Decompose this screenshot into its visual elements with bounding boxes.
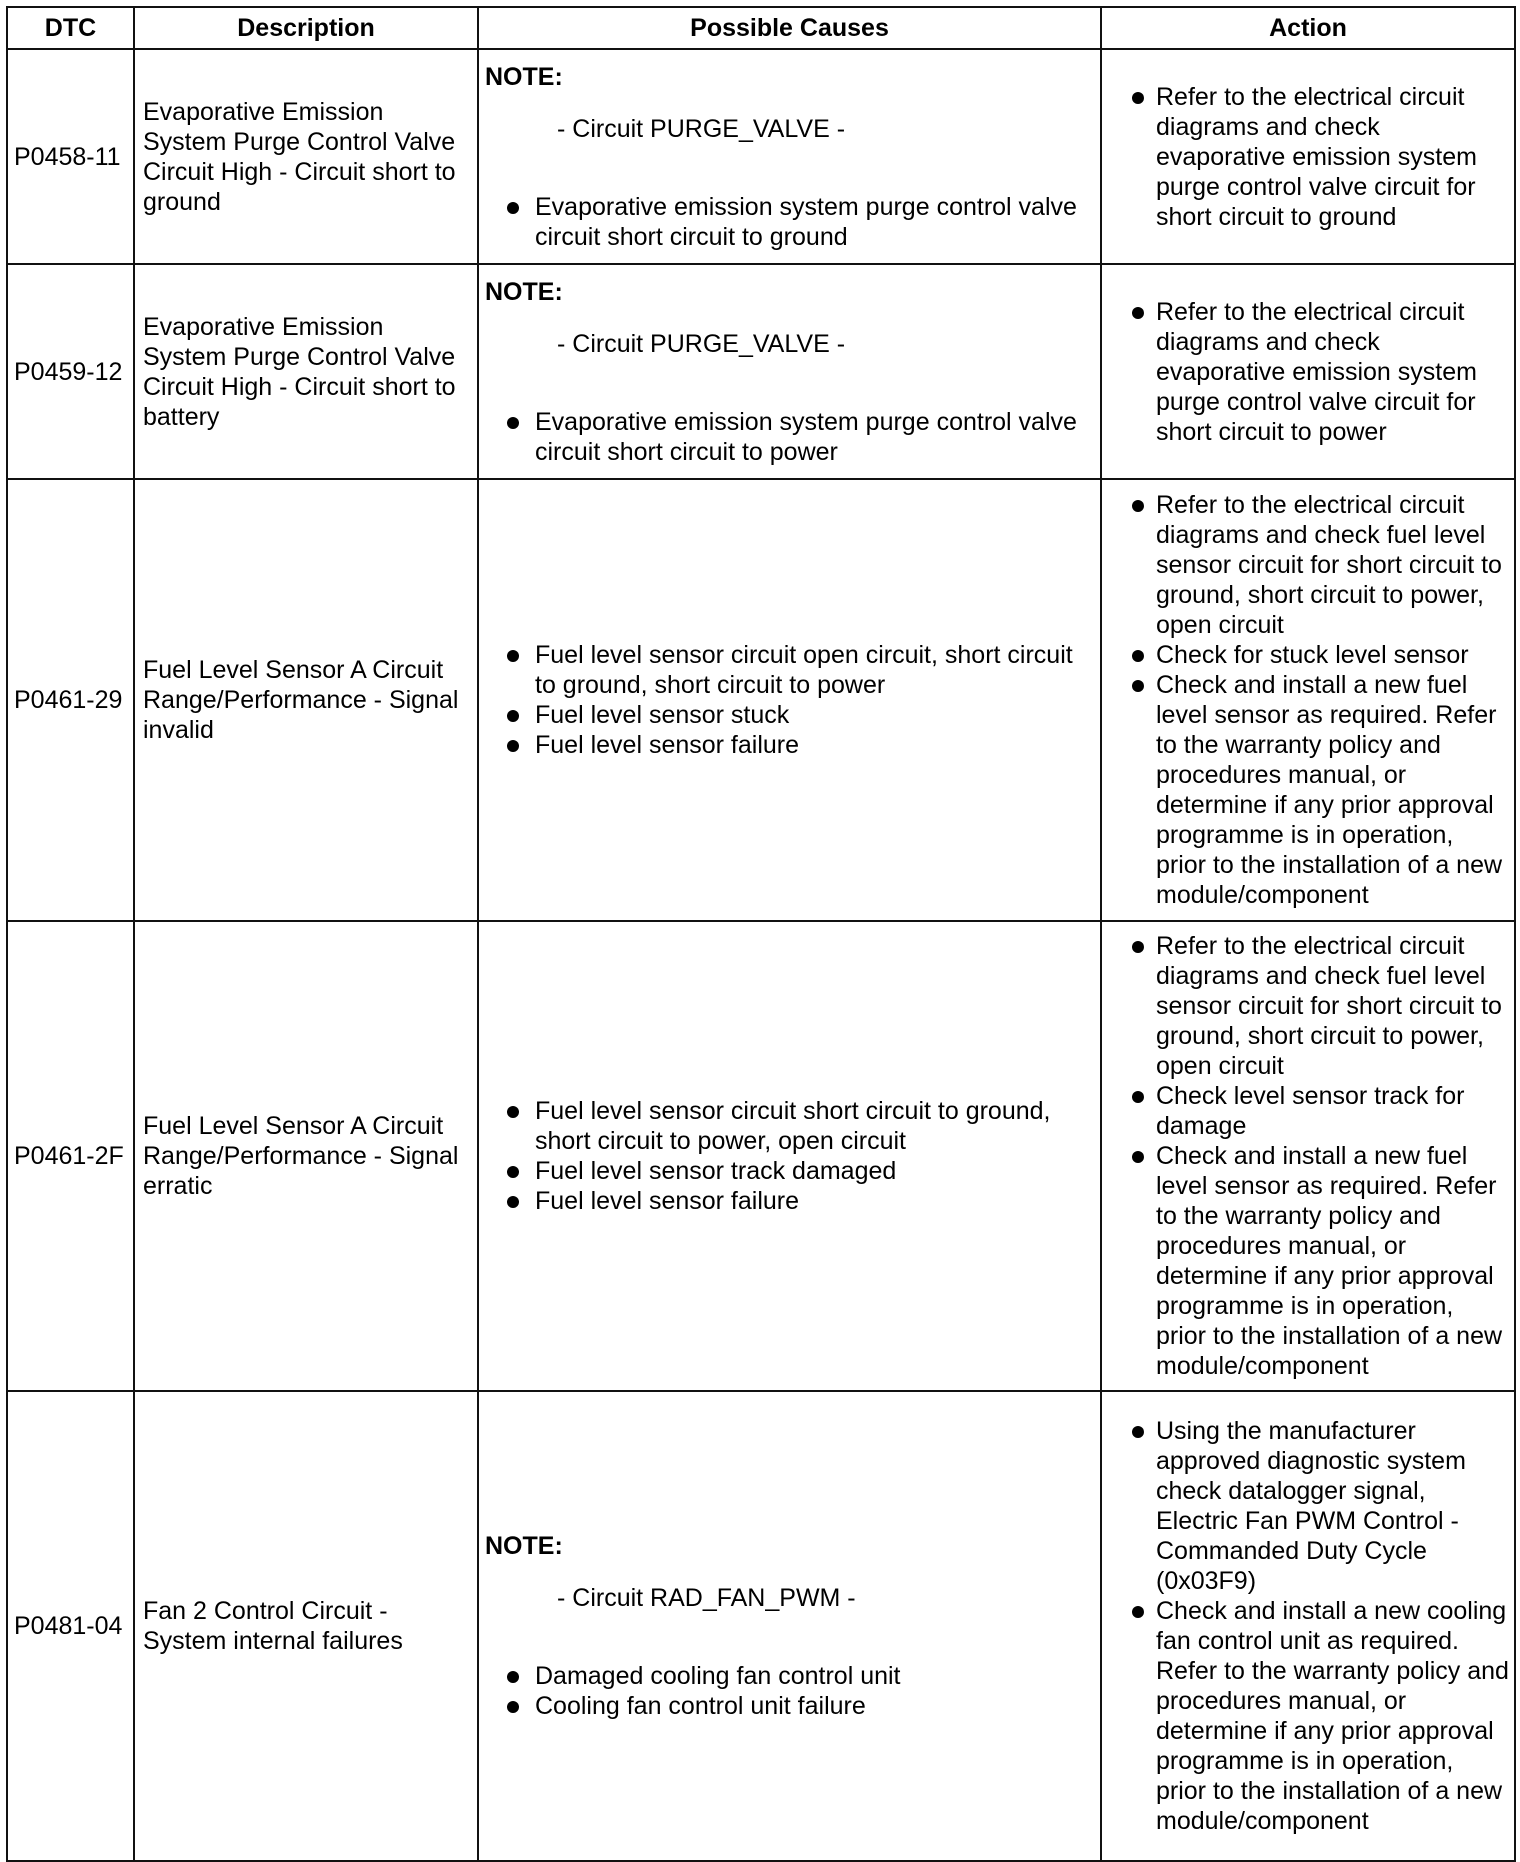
table-row	[7, 49, 1515, 264]
list-item	[485, 1186, 1094, 1216]
action-text: Refer to the electrical circuit diagrams and check fuel level sensor circuit for short circuit to ground, short circuit to power, open circuit	[1156, 491, 1502, 639]
actions-list	[1110, 82, 1510, 232]
table-row	[7, 479, 1515, 921]
possible-causes	[478, 921, 1101, 1391]
action-text: Check level sensor track for damage	[1156, 1082, 1465, 1140]
list-item	[1110, 1141, 1510, 1381]
bullet-icon	[507, 1166, 519, 1178]
bullet-icon	[1132, 1151, 1144, 1163]
cause-text: Evaporative emission system purge control valve circuit short circuit to power	[535, 407, 1077, 466]
table-row	[7, 264, 1515, 479]
bullet-icon	[1132, 1426, 1144, 1438]
bullet-icon	[507, 650, 519, 662]
bullet-icon	[1132, 92, 1144, 104]
bullet-icon	[1132, 307, 1144, 319]
bullet-icon	[1132, 1091, 1144, 1103]
bullet-icon	[1132, 500, 1144, 512]
actions-list	[1110, 1416, 1510, 1836]
list-item	[485, 1691, 1094, 1721]
bullet-icon	[1132, 650, 1144, 662]
circuit-name: - Circuit PURGE_VALVE -	[557, 114, 846, 143]
bullet-icon	[507, 740, 519, 752]
possible-causes	[478, 479, 1101, 921]
cause-text: Fuel level sensor failure	[535, 1187, 800, 1215]
header-description: Description	[134, 7, 478, 49]
bullet-icon	[507, 417, 519, 429]
dtc-description: Evaporative Emission System Purge Control Valve Circuit High - Circuit short to ground	[134, 49, 478, 264]
list-item	[485, 1156, 1094, 1186]
circuit-name: - Circuit RAD_FAN_PWM -	[557, 1584, 856, 1612]
dtc-code: P0461-29	[7, 479, 134, 921]
dtc-description: Fuel Level Sensor A Circuit Range/Performance - Signal invalid	[134, 479, 478, 921]
action-text: Check for stuck level sensor	[1156, 641, 1469, 669]
causes-list	[485, 1096, 1094, 1216]
actions-list	[1110, 931, 1510, 1381]
actions	[1101, 264, 1515, 479]
cause-text: Fuel level sensor circuit short circuit to ground, short circuit to power, open circuit	[535, 1097, 1051, 1155]
bullet-icon	[1132, 941, 1144, 953]
list-item	[485, 730, 1094, 760]
header-action: Action	[1101, 7, 1515, 49]
table-row	[7, 921, 1515, 1391]
dtc-description: Evaporative Emission System Purge Control Valve Circuit High - Circuit short to battery	[134, 264, 478, 479]
dtc-code: P0481-04	[7, 1391, 134, 1861]
list-item	[1110, 490, 1510, 640]
cause-text: Fuel level sensor circuit open circuit, short circuit to ground, short circuit to power	[535, 641, 1073, 699]
list-item	[485, 640, 1094, 700]
list-item	[485, 1096, 1094, 1156]
causes-list	[485, 407, 1094, 467]
actions-list	[1110, 297, 1510, 447]
causes-list	[485, 192, 1094, 252]
cause-text: Fuel level sensor track damaged	[535, 1157, 897, 1185]
actions	[1101, 49, 1515, 264]
list-item	[1110, 640, 1510, 670]
action-text: Check and install a new cooling fan control unit as required. Refer to the warranty policy and procedures manual, or determine if any prior approval programme is in operation, prior to the installation of a new module/component	[1156, 1597, 1509, 1835]
actions	[1101, 479, 1515, 921]
action-text: Refer to the electrical circuit diagrams and check evaporative emission system purge control valve circuit for short circuit to ground	[1156, 82, 1477, 231]
list-item	[1110, 82, 1510, 232]
list-item	[485, 192, 1094, 252]
cause-text: Fuel level sensor stuck	[535, 701, 790, 729]
header-dtc: DTC	[7, 7, 134, 49]
list-item	[1110, 670, 1510, 910]
list-item	[1110, 297, 1510, 447]
cause-text: Evaporative emission system purge control valve circuit short circuit to ground	[535, 192, 1077, 251]
action-text: Check and install a new fuel level sensor as required. Refer to the warranty policy and procedures manual, or determine if any prior approval programme is in operation, prior to the installation of a new module/component	[1156, 1142, 1503, 1380]
causes-list	[485, 640, 1094, 760]
possible-causes	[478, 49, 1101, 264]
dtc-table-container	[6, 6, 1516, 1862]
dtc-code: P0459-12	[7, 264, 134, 479]
bullet-icon	[507, 1196, 519, 1208]
causes-list	[485, 1661, 1094, 1721]
cause-text: Cooling fan control unit failure	[535, 1692, 866, 1720]
cause-text: Fuel level sensor failure	[535, 731, 800, 759]
bullet-icon	[507, 202, 519, 214]
list-item	[1110, 1081, 1510, 1141]
dtc-description: Fuel Level Sensor A Circuit Range/Performance - Signal erratic	[134, 921, 478, 1391]
bullet-icon	[507, 710, 519, 722]
possible-causes	[478, 1391, 1101, 1861]
dtc-code: P0458-11	[7, 49, 134, 264]
dtc-code: P0461-2F	[7, 921, 134, 1391]
actions	[1101, 1391, 1515, 1861]
bullet-icon	[507, 1671, 519, 1683]
action-text: Using the manufacturer approved diagnostic system check datalogger signal, Electric Fan PWM Control - Commanded Duty Cycle (0x03F9)	[1156, 1417, 1466, 1595]
circuit-name: - Circuit PURGE_VALVE -	[557, 329, 846, 358]
list-item	[1110, 931, 1510, 1081]
action-text: Refer to the electrical circuit diagrams and check evaporative emission system purge control valve circuit for short circuit to power	[1156, 297, 1477, 446]
list-item	[485, 407, 1094, 467]
list-item	[485, 700, 1094, 730]
actions-list	[1110, 490, 1510, 910]
bullet-icon	[1132, 1606, 1144, 1618]
header-row	[7, 7, 1515, 49]
header-possible-causes: Possible Causes	[478, 7, 1101, 49]
list-item	[1110, 1416, 1510, 1596]
dtc-table	[6, 6, 1516, 1862]
action-text: Refer to the electrical circuit diagrams and check fuel level sensor circuit for short circuit to ground, short circuit to power, open circuit	[1156, 932, 1502, 1080]
bullet-icon	[1132, 680, 1144, 692]
action-text: Check and install a new fuel level sensor as required. Refer to the warranty policy and procedures manual, or determine if any prior approval programme is in operation, prior to the installation of a new module/component	[1156, 671, 1503, 909]
cause-text: Damaged cooling fan control unit	[535, 1662, 901, 1690]
table-row	[7, 1391, 1515, 1861]
note-label: NOTE:	[485, 1532, 563, 1560]
list-item	[1110, 1596, 1510, 1836]
dtc-description: Fan 2 Control Circuit - System internal failures	[134, 1391, 478, 1861]
list-item	[485, 1661, 1094, 1691]
actions	[1101, 921, 1515, 1391]
note-label: NOTE:	[485, 62, 563, 91]
possible-causes	[478, 264, 1101, 479]
bullet-icon	[507, 1701, 519, 1713]
note-label: NOTE:	[485, 277, 563, 306]
bullet-icon	[507, 1106, 519, 1118]
